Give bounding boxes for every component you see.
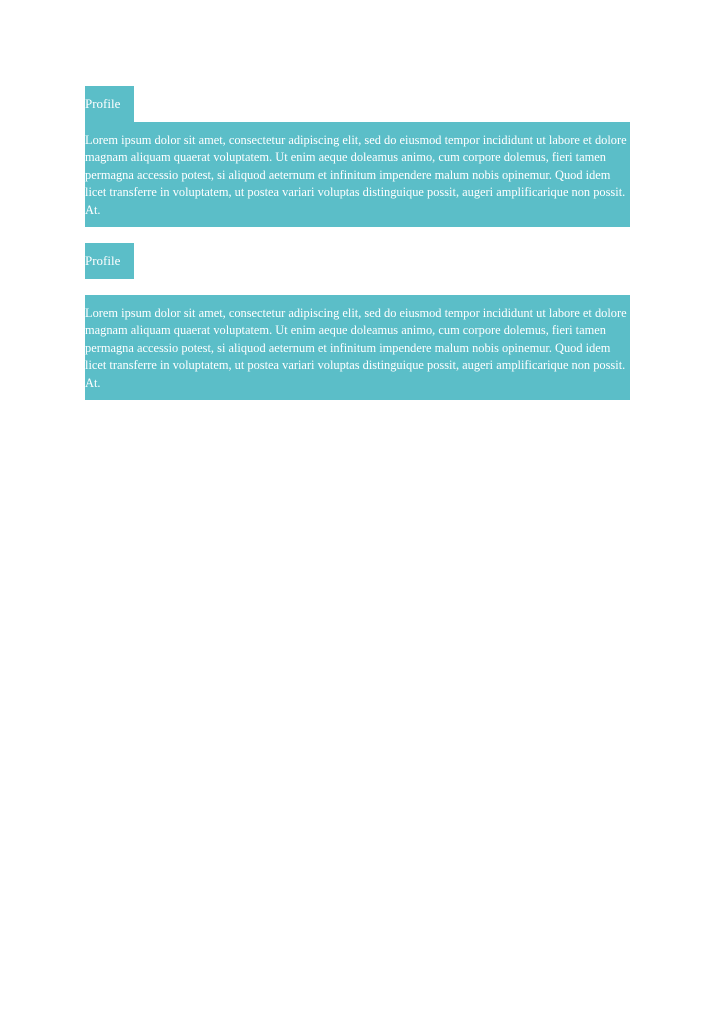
profile-tab-label: Profile [85,96,121,111]
profile-body-panel [85,295,630,400]
profile-tab-label: Profile [85,253,121,268]
profile-tab [85,243,134,279]
profile-body-text: Lorem ipsum dolor sit amet, consectetur adipiscing elit, sed do eiusmod tempor incididunt ut labore et dolore magnam aliquam quaerat voluptatem. Ut enim aeque doleamus animo, cum corpore dolemus, fieri tamen permagna accessio potest, si aliquod aeternum et infinitum impendere malum nobis opinemur. Quod idem licet transferre in voluptatem, ut postea variari voluptas distinguique possit, augeri amplificarique non possit. At. [85,133,627,217]
profile-body-text: Lorem ipsum dolor sit amet, consectetur adipiscing elit, sed do eiusmod tempor incididunt ut labore et dolore magnam aliquam quaerat voluptatem. Ut enim aeque doleamus animo, cum corpore dolemus, fieri tamen permagna accessio potest, si aliquod aeternum et infinitum impendere malum nobis opinemur. Quod idem licet transferre in voluptatem, ut postea variari voluptas distinguique possit, augeri amplificarique non possit. At. [85,306,627,390]
profile-tab [85,86,134,122]
profile-body-panel [85,122,630,227]
